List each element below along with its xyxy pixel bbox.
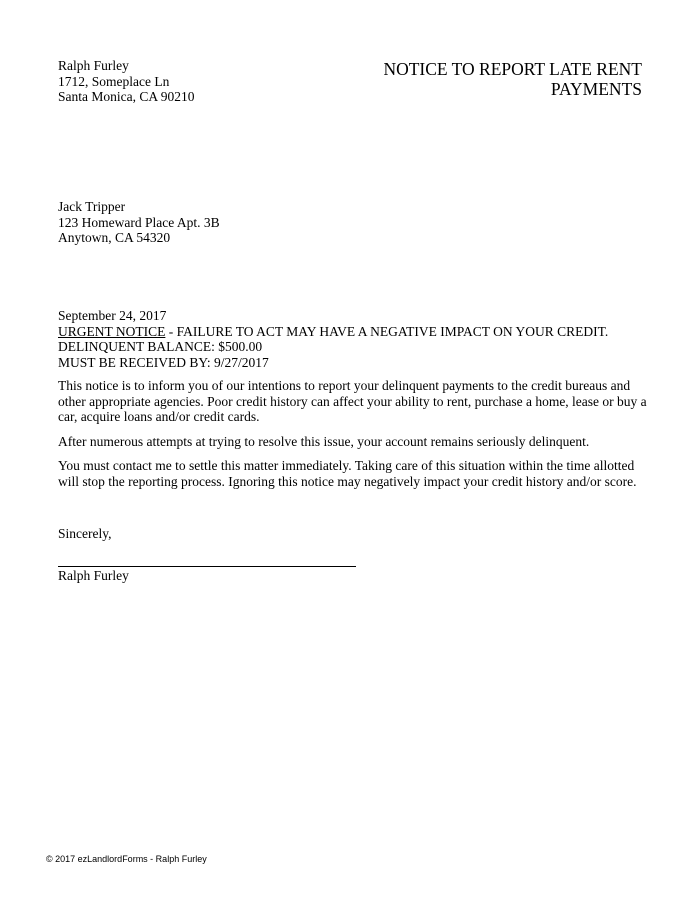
sender-name: Ralph Furley bbox=[58, 58, 129, 73]
recipient-address-line2: Anytown, CA 54320 bbox=[58, 230, 171, 245]
recipient-address-block bbox=[58, 199, 220, 246]
document-title-line2: PAYMENTS bbox=[550, 79, 642, 99]
document-title-line1: NOTICE TO REPORT LATE RENT bbox=[383, 59, 642, 79]
delinquent-balance: DELINQUENT BALANCE: $500.00 bbox=[58, 339, 263, 354]
notice-summary-block bbox=[58, 308, 608, 370]
body-paragraph-1: This notice is to inform you of our intentions to report your delinquent payments to the credit bureaus and other appropriate agencies. Poor credit history can affect your ability to rent, purchase a home, lease or buy a car, acquire loans and/or credit cards. bbox=[58, 378, 647, 424]
footer-copyright: © 2017 ezLandlordForms - Ralph Furley bbox=[46, 854, 207, 864]
letter-date: September 24, 2017 bbox=[58, 308, 167, 323]
letter-body bbox=[58, 378, 648, 498]
recipient-name: Jack Tripper bbox=[58, 199, 126, 214]
urgent-notice-text: - FAILURE TO ACT MAY HAVE A NEGATIVE IMPACT ON YOUR CREDIT. bbox=[165, 323, 609, 339]
sender-address-line2: Santa Monica, CA 90210 bbox=[58, 89, 195, 104]
closing-salutation: Sincerely, bbox=[58, 526, 112, 541]
must-be-received-by: MUST BE RECEIVED BY: 9/27/2017 bbox=[58, 354, 269, 370]
sender-address-line1: 1712, Someplace Ln bbox=[58, 73, 170, 89]
urgent-notice-line bbox=[58, 324, 608, 340]
signature-line bbox=[58, 566, 356, 567]
sender-address-block bbox=[58, 58, 195, 105]
urgent-notice-label: URGENT NOTICE bbox=[58, 323, 166, 339]
recipient-address-line1: 123 Homeward Place Apt. 3B bbox=[58, 214, 220, 230]
body-paragraph-2: After numerous attempts at trying to resolve this issue, your account remains seriously delinquent. bbox=[58, 433, 590, 449]
document-title bbox=[342, 59, 642, 99]
body-paragraph-3: You must contact me to settle this matter immediately. Taking care of this situation within the time allotted will stop the reporting process. Ignoring this notice may negatively impact your credit history and/or score. bbox=[58, 458, 637, 489]
signer-name: Ralph Furley bbox=[58, 568, 129, 583]
